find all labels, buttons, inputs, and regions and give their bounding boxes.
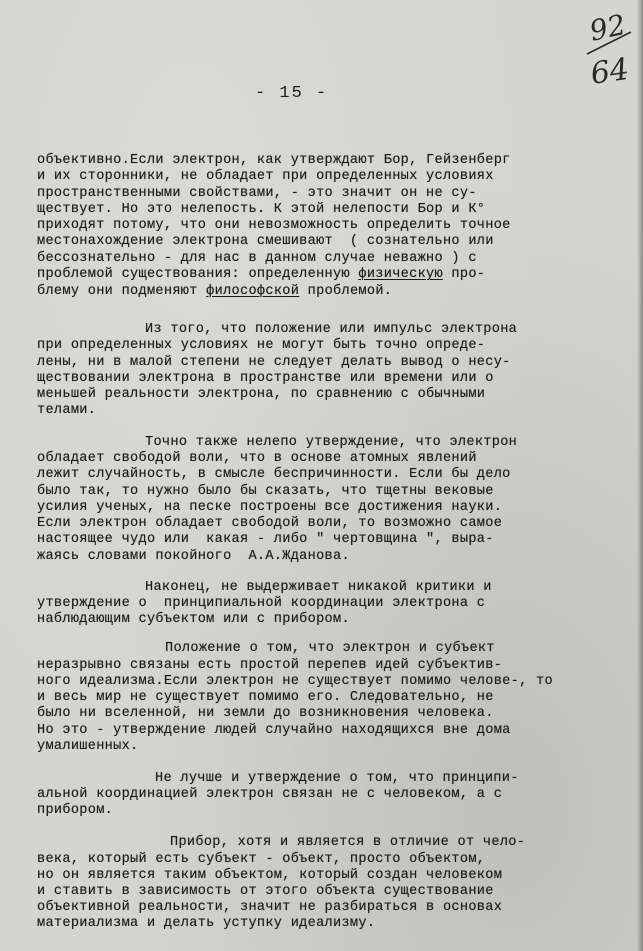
text-line xyxy=(37,596,485,612)
text-segment: ществует. Но это нелепость. К этой нелепости Бор и К° xyxy=(37,202,486,217)
text-line xyxy=(37,852,485,868)
text-line xyxy=(37,868,502,884)
text-segment: приходят потому, что они невозможность определить точное xyxy=(37,218,511,233)
text-segment: лежит случайность, в смысле беспричинности. Если бы дело xyxy=(37,467,511,482)
text-segment: проблемой существования: определенную xyxy=(37,267,359,282)
text-segment: и ставить в зависимость от этого объекта существование xyxy=(37,884,494,899)
text-line xyxy=(37,532,494,548)
text-segment: жаясь словами покойного А.А.Жданова. xyxy=(37,549,350,564)
text-line xyxy=(37,658,502,674)
text-segment: ществовании электрона в пространстве или времени или о xyxy=(37,371,494,386)
text-line xyxy=(37,787,502,803)
svg-text:64: 64 xyxy=(588,51,632,92)
text-segment: Если электрон обладает свободой воли, то возможно самое xyxy=(37,516,503,531)
text-line xyxy=(37,355,511,371)
text-segment: и их сторонники, не обладает при определенных условиях xyxy=(37,169,494,184)
text-line xyxy=(37,549,350,565)
text-line xyxy=(37,202,485,218)
text-segment: местонахождение электрона смешивают ( сознательно или xyxy=(37,234,494,249)
text-segment: Не лучше и утверждение о том, что принципи- xyxy=(155,771,519,786)
text-segment: было так, то нужно было бы сказать, что тщетны вековые xyxy=(37,484,494,499)
text-line xyxy=(37,218,511,234)
text-segment: утверждение о принципиальной координации электрона с xyxy=(37,596,486,611)
text-segment: лены, ни в малой степени не следует делать вывод о несу- xyxy=(37,355,511,370)
text-line xyxy=(37,387,485,403)
text-line xyxy=(145,322,517,338)
text-segment: Прибор, хотя и является в отличие от чело- xyxy=(170,835,526,850)
text-line xyxy=(145,435,517,451)
text-segment: умалишенных. xyxy=(37,739,139,754)
text-segment: обладает свободой воли, что в основе атомных явлений xyxy=(37,451,477,466)
text-line xyxy=(37,267,485,283)
text-line xyxy=(37,916,375,932)
text-line xyxy=(37,739,139,755)
text-line xyxy=(170,835,525,851)
underlined-term: философской xyxy=(206,284,300,299)
text-segment: пространственными свойствами, - это значит он не су- xyxy=(37,186,477,201)
text-segment: Но это - утверждение людей случайно находящихся вне дома xyxy=(37,723,511,738)
text-segment: объективной реальности, значит не разбираться в основах xyxy=(37,900,503,915)
text-segment: прибором. xyxy=(37,803,114,818)
text-line xyxy=(37,500,502,516)
text-segment: наблюдающим субъектом или с прибором. xyxy=(37,612,350,627)
text-segment: телами. xyxy=(37,403,97,418)
text-line xyxy=(37,884,494,900)
text-segment: неразрывно связаны есть простой перепев идей субъектив- xyxy=(37,658,503,673)
text-line xyxy=(37,284,392,300)
text-line xyxy=(37,674,553,690)
text-line xyxy=(37,484,494,500)
text-line xyxy=(37,251,477,267)
text-line xyxy=(37,234,494,250)
text-segment: Положение о том, что электрон и субъект xyxy=(165,641,495,656)
text-line xyxy=(37,153,511,169)
text-line xyxy=(37,516,502,532)
archive-mark xyxy=(585,4,635,94)
text-line xyxy=(37,371,494,387)
text-segment: ного идеализма.Если электрон не существует помимо челове-, то xyxy=(37,674,553,689)
text-line xyxy=(155,771,519,787)
text-line xyxy=(37,900,502,916)
text-line xyxy=(165,641,495,657)
text-segment: но он является таким объектом, который создан человеком xyxy=(37,868,503,883)
text-segment: настоящее чудо или какая - либо " чертовщина ", выра- xyxy=(37,532,494,547)
text-segment: проблемой. xyxy=(299,284,393,299)
text-line xyxy=(145,580,492,596)
text-segment: альной координацией электрон связан не с человеком, а с xyxy=(37,787,503,802)
text-segment: Точно также нелепо утверждение, что электрон xyxy=(145,435,518,450)
text-line xyxy=(37,612,350,628)
text-segment: объективно.Если электрон, как утверждают Бор, Гейзенберг xyxy=(37,153,511,168)
text-segment: Наконец, не выдерживает никакой критики и xyxy=(145,580,492,595)
text-segment: и весь мир не существует помимо его. Следовательно, не xyxy=(37,690,494,705)
text-line xyxy=(37,723,511,739)
text-segment: блему они подменяют xyxy=(37,284,207,299)
page-number: - 15 - xyxy=(255,84,329,103)
text-line xyxy=(37,186,477,202)
text-segment: усилия ученых, на песке построены все достижения науки. xyxy=(37,500,503,515)
text-segment: при определенных условиях не могут быть точно опреде- xyxy=(37,338,486,353)
text-segment: Из того, что положение или импульс электрона xyxy=(145,322,518,337)
text-segment: было ни вселенной, ни земли до возникновения человека. xyxy=(37,706,494,721)
text-line xyxy=(37,451,477,467)
text-line xyxy=(37,169,494,185)
text-line xyxy=(37,690,494,706)
text-line xyxy=(37,467,511,483)
svg-text:92: 92 xyxy=(586,7,629,48)
text-segment: века, который есть субъект - объект, просто объектом, xyxy=(37,852,486,867)
text-line xyxy=(37,338,485,354)
text-segment: про- xyxy=(442,267,486,282)
underlined-term: физическую xyxy=(358,267,443,282)
text-segment: меньшей реальности электрона, по сравнению с обычными xyxy=(37,387,486,402)
text-segment: материализма и делать уступку идеализму. xyxy=(37,916,376,931)
text-line xyxy=(37,803,113,819)
text-line xyxy=(37,706,494,722)
page-edge-shadow xyxy=(637,0,643,951)
text-line xyxy=(37,403,96,419)
text-segment: бессознательно - для нас в данном случае неважно ) с xyxy=(37,251,477,266)
